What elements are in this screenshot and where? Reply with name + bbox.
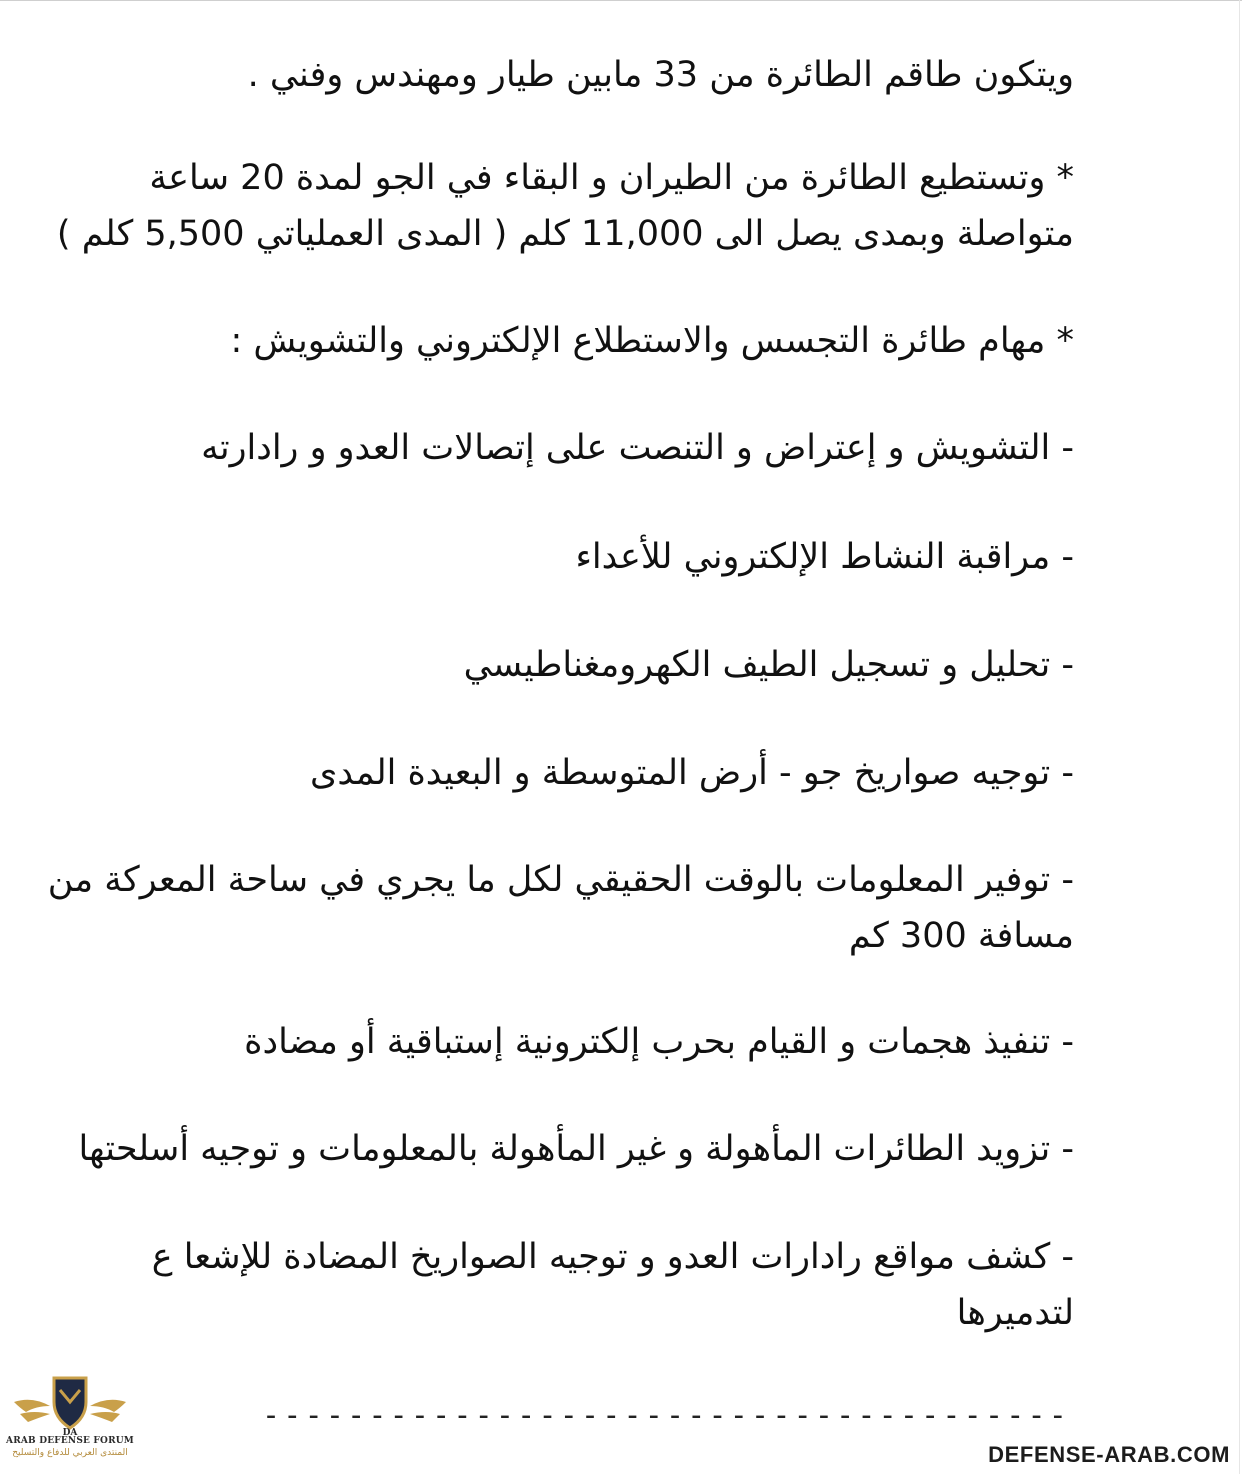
top-border xyxy=(0,0,1242,5)
list-item-spectrum: - تحليل و تسجيل الطيف الكهرومغناطيسي xyxy=(463,645,1074,685)
list-item-monitoring: - مراقبة النشاط الإلكتروني للأعداء xyxy=(575,537,1074,577)
right-border xyxy=(1239,0,1240,1474)
list-item-electronic-warfare: - تنفيذ هجمات و القيام بحرب إلكترونية إستباقية أو مضادة xyxy=(244,1022,1074,1062)
forum-logo xyxy=(6,1372,134,1468)
paragraph-endurance: * وتستطيع الطائرة من الطيران و البقاء في الجو لمدة 20 ساعة متواصلة وبمدى يصل الى 11,000 كلم ( المدى العملياتي 5,500 كلم ) xyxy=(56,158,1074,254)
logo-name-ar: المنتدى العربي للدفاع والتسليح xyxy=(12,1448,128,1458)
paragraph-crew: ويتكون طاقم الطائرة من 33 مابين طيار ومهندس وفني . xyxy=(247,55,1074,95)
list-item-realtime-info: - توفير المعلومات بالوقت الحقيقي لكل ما يجري في ساحة المعركة من مسافة 300 كم xyxy=(36,860,1074,956)
site-watermark: DEFENSE-ARAB.COM xyxy=(988,1442,1230,1467)
logo-name-en: ARAB DEFENSE FORUM xyxy=(6,1436,134,1446)
paragraph-missions-heading: * مهام طائرة التجسس والاستطلاع الإلكتروني والتشويش : xyxy=(230,321,1074,361)
logo-emblem-text: DA xyxy=(62,1428,78,1436)
list-item-jamming: - التشويش و إعتراض و التنصت على إتصالات العدو و رادارته xyxy=(201,428,1074,468)
list-item-radar-detection: - كشف مواقع رادارات العدو و توجيه الصواريخ المضادة للإشعا ع لتدميرها xyxy=(140,1237,1074,1333)
list-item-aircraft-support: - تزويد الطائرات المأهولة و غير المأهولة بالمعلومات و توجيه أسلحتها xyxy=(78,1129,1074,1169)
shield-wings-icon xyxy=(6,1372,134,1436)
separator-line: -------------------------------------- xyxy=(262,1398,1070,1433)
list-item-missile-guidance: - توجيه صواريخ جو - أرض المتوسطة و البعيدة المدى xyxy=(309,753,1074,793)
